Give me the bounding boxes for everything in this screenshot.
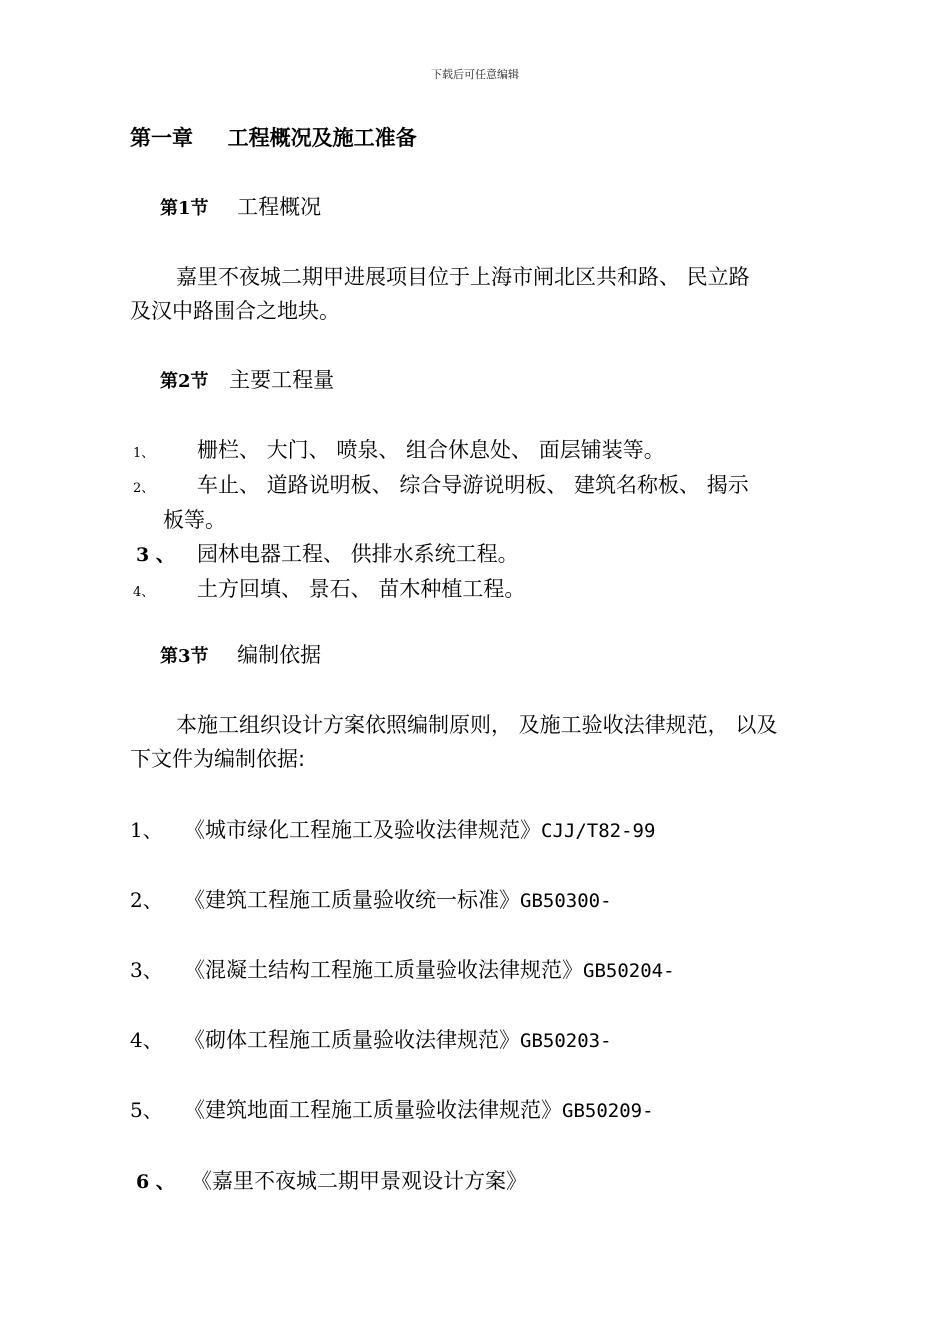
quantity-item-4 <box>133 573 525 603</box>
reference-code: GB50300- <box>520 890 612 912</box>
reference-item-2 <box>130 884 612 914</box>
reference-title: 《混凝土结构工程施工质量验收法律规范》 <box>184 958 583 982</box>
quantity-item-2-continued: 板等。 <box>163 508 226 532</box>
item-number: 4、 <box>133 585 155 600</box>
chapter-heading <box>130 122 417 152</box>
quantity-item-3 <box>136 538 519 568</box>
item-text: 车止、 道路说明板、 综合导游说明板、 建筑名称板、 揭示 <box>197 473 749 497</box>
section-title: 编制依据 <box>237 643 322 667</box>
item-number: 3、 <box>130 958 163 982</box>
item-number: 6 、 <box>136 1171 175 1193</box>
reference-item-1 <box>130 814 655 844</box>
chapter-number: 第一章 <box>130 125 193 150</box>
item-number: 1、 <box>130 818 163 842</box>
item-number: 5、 <box>130 1098 163 1122</box>
basis-line-2: 下文件为编制依据: <box>130 747 306 771</box>
reference-title: 《嘉里不夜城二期甲景观设计方案》 <box>191 1169 527 1193</box>
reference-title: 《砌体工程施工质量验收法律规范》 <box>184 1028 520 1052</box>
section-title: 主要工程量 <box>229 368 335 392</box>
section-heading-1 <box>160 191 321 221</box>
reference-item-5 <box>130 1094 654 1124</box>
page-header: 下载后可任意编辑 <box>431 68 519 81</box>
item-text: 栅栏、 大门、 喷泉、 组合休息处、 面层铺装等。 <box>197 438 665 462</box>
section-title: 工程概况 <box>237 195 322 219</box>
reference-title: 《城市绿化工程施工及验收法律规范》 <box>184 818 541 842</box>
section-number: 第3节 <box>160 646 209 667</box>
basis-line-1: 本施工组织设计方案依照编制原则， 及施工验收法律规范， 以及 <box>176 713 778 737</box>
section-heading-2 <box>160 364 334 394</box>
chapter-title: 工程概况及施工准备 <box>227 125 417 150</box>
quantity-item-1 <box>133 434 665 464</box>
reference-code: GB50204- <box>583 960 675 982</box>
item-number: 2、 <box>130 888 163 912</box>
item-number: 3 、 <box>136 544 175 566</box>
overview-line-1: 嘉里不夜城二期甲进展项目位于上海市闸北区共和路、 民立路 <box>176 265 750 289</box>
section-number: 第1节 <box>160 198 209 219</box>
reference-title: 《建筑工程施工质量验收统一标准》 <box>184 888 520 912</box>
section-number: 第2节 <box>160 371 209 392</box>
reference-code: GB50209- <box>562 1100 654 1122</box>
section-heading-3 <box>160 639 321 669</box>
reference-item-4 <box>130 1024 612 1054</box>
overview-line-2: 及汉中路围合之地块。 <box>130 299 340 323</box>
quantity-item-2 <box>133 469 749 499</box>
reference-code: CJJ/T82-99 <box>541 820 656 842</box>
reference-code: GB50203- <box>520 1030 612 1052</box>
item-text: 园林电器工程、 供排水系统工程。 <box>197 542 519 566</box>
reference-item-3 <box>130 954 675 984</box>
reference-title: 《建筑地面工程施工质量验收法律规范》 <box>184 1098 562 1122</box>
item-number: 2、 <box>133 481 155 496</box>
item-number: 4、 <box>130 1028 163 1052</box>
reference-item-6 <box>136 1165 527 1195</box>
item-text: 土方回填、 景石、 苗木种植工程。 <box>197 577 526 601</box>
item-number: 1、 <box>133 446 155 461</box>
